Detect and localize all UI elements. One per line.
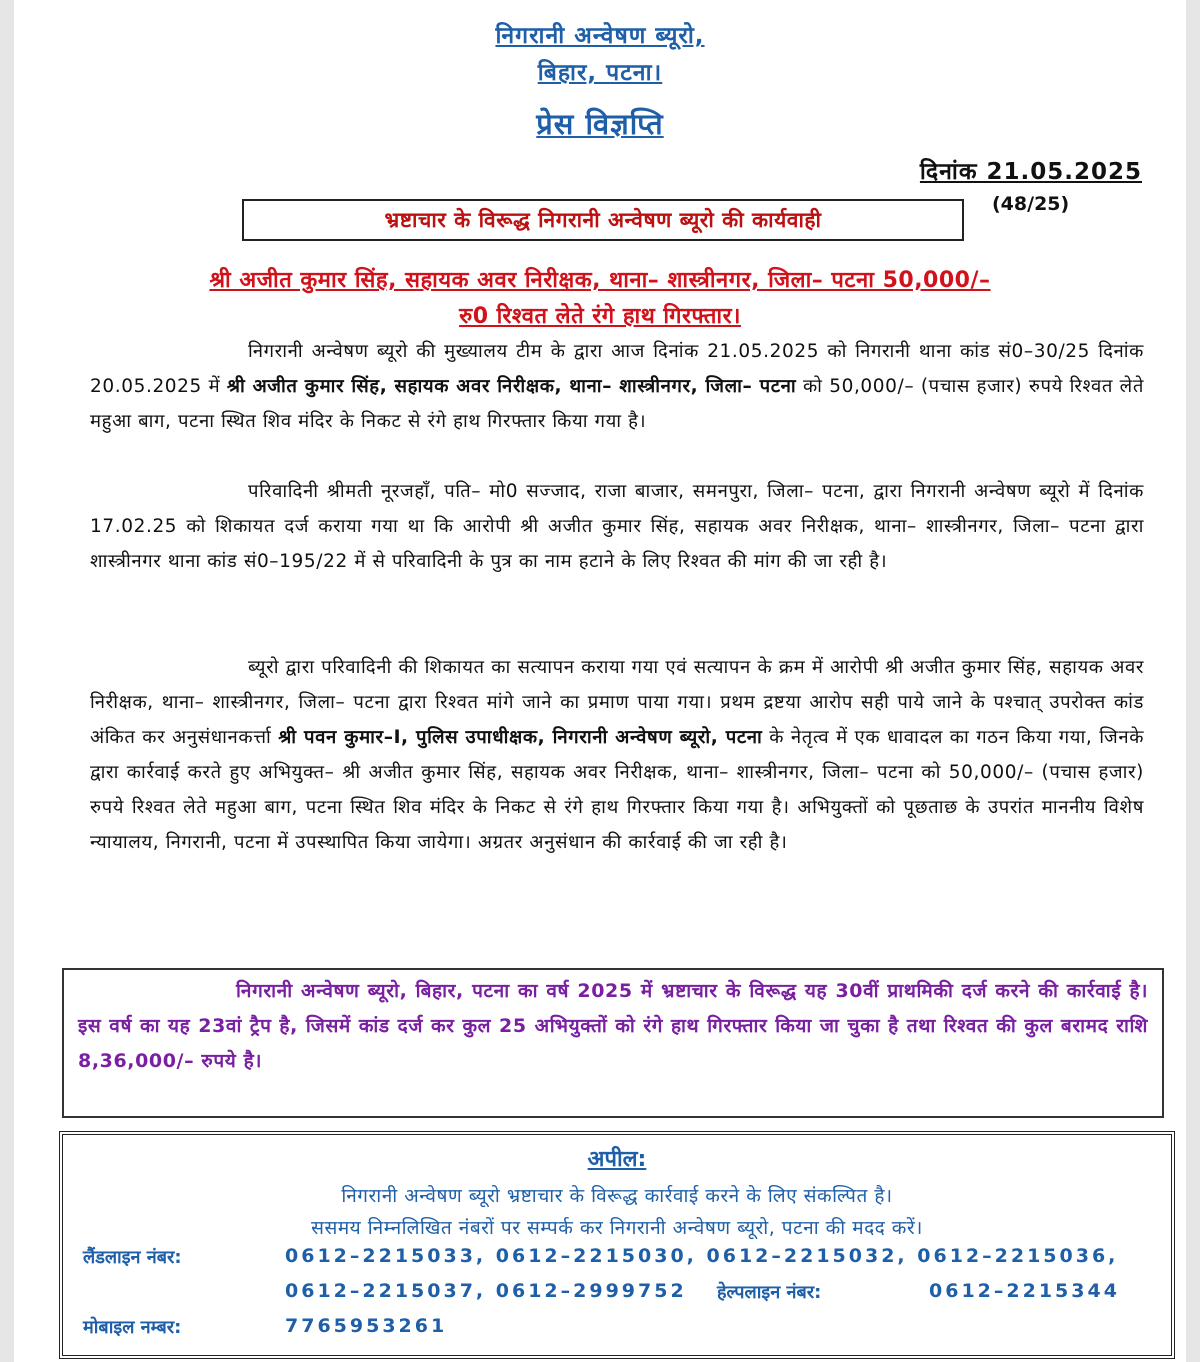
press-release-title: प्रेस विज्ञप्ति — [536, 107, 664, 141]
mobile-label: मोबाइल नम्बर: — [83, 1317, 182, 1338]
mobile-number: 7765953261 — [285, 1315, 448, 1337]
helpline-number: 0612–2215344 — [929, 1280, 1120, 1302]
helpline-label: हेल्पलाइन नंबर: — [717, 1282, 822, 1303]
statistics-box — [62, 968, 1164, 1118]
statistics-text: निगरानी अन्वेषण ब्यूरो, बिहार, पटना का वर्ष 2025 में भ्रष्टाचार के विरूद्ध यह 30वीं प्राथमिकी दर्ज करने की कार्रवाई है। इस वर्ष का यह 23वां ट्रैप है, जिसमें कांड दर्ज कर कुल 25 अभियुक्तों को रंगे हाथ गिरफ्तार किया जा चुका है तथा रिश्वत की कुल बरामद राशि 8,36,000/– रुपये है। — [78, 980, 1148, 1072]
paragraph-1-text-end: को 50,000/– (पचास हजार) रुपये रिश्वत लेते महुआ बाग, पटना स्थित शिव मंदिर के निकट से रंगे हाथ गिरफ्तार किया गया है। — [90, 376, 1144, 432]
paragraph-3 — [90, 650, 1144, 860]
paragraph-1-accused: श्री अजीत कुमार सिंह, सहायक अवर निरीक्षक, थाना– शास्त्रीनगर, जिला– पटना — [226, 376, 797, 397]
paragraph-1-text: निगरानी अन्वेषण ब्यूरो की मुख्यालय टीम के द्वारा आज दिनांक 21.05.2025 को निगरानी थाना कांड सं0–30/25 दिनांक 20.05.2025 में — [90, 341, 1144, 397]
appeal-line-2: ससमय निम्नलिखित नंबरों पर सम्पर्क कर निगरानी अन्वेषण ब्यूरो, पटना की मदद करें। — [311, 1217, 923, 1239]
headline-line-2: रु0 रिश्वत लेते रंगे हाथ गिरफ्तार। — [459, 304, 741, 329]
paragraph-3-text: ब्यूरो द्वारा परिवादिनी की शिकायत का सत्यापन कराया गया एवं सत्यापन के क्रम में आरोपी श्री अजीत कुमार सिंह, सहायक अवर निरीक्षक, थाना– शास्त्रीनगर, जिला– पटना द्वारा रिश्वत मांगे जाने का प्रमाण पाया गया। प्रथम द्रष्टया आरोप सही पाये जाने के पश्चात् उपरोक्त कांड अंकित कर अनुसंधानकर्त्ता — [90, 657, 1144, 748]
bureau-location: बिहार, पटना। — [537, 60, 663, 86]
paragraph-3-officer: श्री पवन कुमार–I, पुलिस उपाधीक्षक, निगरानी अन्वेषण ब्यूरो, पटना — [278, 727, 763, 748]
appeal-box — [59, 1131, 1175, 1359]
landline-label: लैंडलाइन नंबर: — [83, 1247, 182, 1268]
paragraph-3-text-end: के नेतृत्व में एक धावादल का गठन किया गया, जिनके द्वारा कार्रवाई करते हुए अभियुक्त– श्री अजीत कुमार सिंह, सहायक अवर निरीक्षक, थाना– शास्त्रीनगर, जिला– पटना को 50,000/– (पचास हजार) रुपये रिश्वत लेते महुआ बाग, पटना स्थित शिव मंदिर के निकट से रंगे हाथ गिरफ्तार किया गया है। अभियुक्तों को पूछताछ के उपरांत माननीय विशेष न्यायालय, निगरानी, पटना में उपस्थापित किया जायेगा। अग्रतर अनुसंधान की कार्रवाई की जा रही है। — [90, 727, 1144, 853]
release-date: दिनांक 21.05.2025 — [919, 159, 1142, 185]
landline-numbers-1: 0612–2215033, 0612–2215030, 0612–2215032, 0612–2215036, — [285, 1245, 1119, 1267]
appeal-line-1: निगरानी अन्वेषण ब्यूरो भ्रष्टाचार के विरूद्ध कार्रवाई करने के लिए संकल्पित है। — [341, 1185, 893, 1207]
reference-number: (48/25) — [992, 193, 1070, 215]
subject-box: भ्रष्टाचार के विरूद्ध निगरानी अन्वेषण ब्यूरो की कार्यवाही — [242, 199, 964, 241]
bureau-name: निगरानी अन्वेषण ब्यूरो, — [495, 23, 705, 49]
paragraph-1 — [90, 334, 1144, 439]
landline-numbers-2: 0612–2215037, 0612–2999752 — [285, 1280, 687, 1302]
appeal-title: अपील: — [587, 1147, 647, 1172]
paragraph-2: परिवादिनी श्रीमती नूरजहाँ, पति– मो0 सज्जाद, राजा बाजार, समनपुरा, जिला– पटना, द्वारा निगरानी अन्वेषण ब्यूरो में दिनांक 17.02.25 को शिकायत दर्ज कराया गया था कि आरोपी श्री अजीत कुमार सिंह, सहायक अवर निरीक्षक, थाना– शास्त्रीनगर, जिला– पटना द्वारा शास्त्रीनगर थाना कांड सं0–195/22 में से परिवादिनी के पुत्र का नाम हटाने के लिए रिश्वत की मांग की जा रही है। — [90, 481, 1144, 572]
headline-line-1: श्री अजीत कुमार सिंह, सहायक अवर निरीक्षक, थाना– शास्त्रीनगर, जिला– पटना 50,000/– — [209, 268, 991, 293]
